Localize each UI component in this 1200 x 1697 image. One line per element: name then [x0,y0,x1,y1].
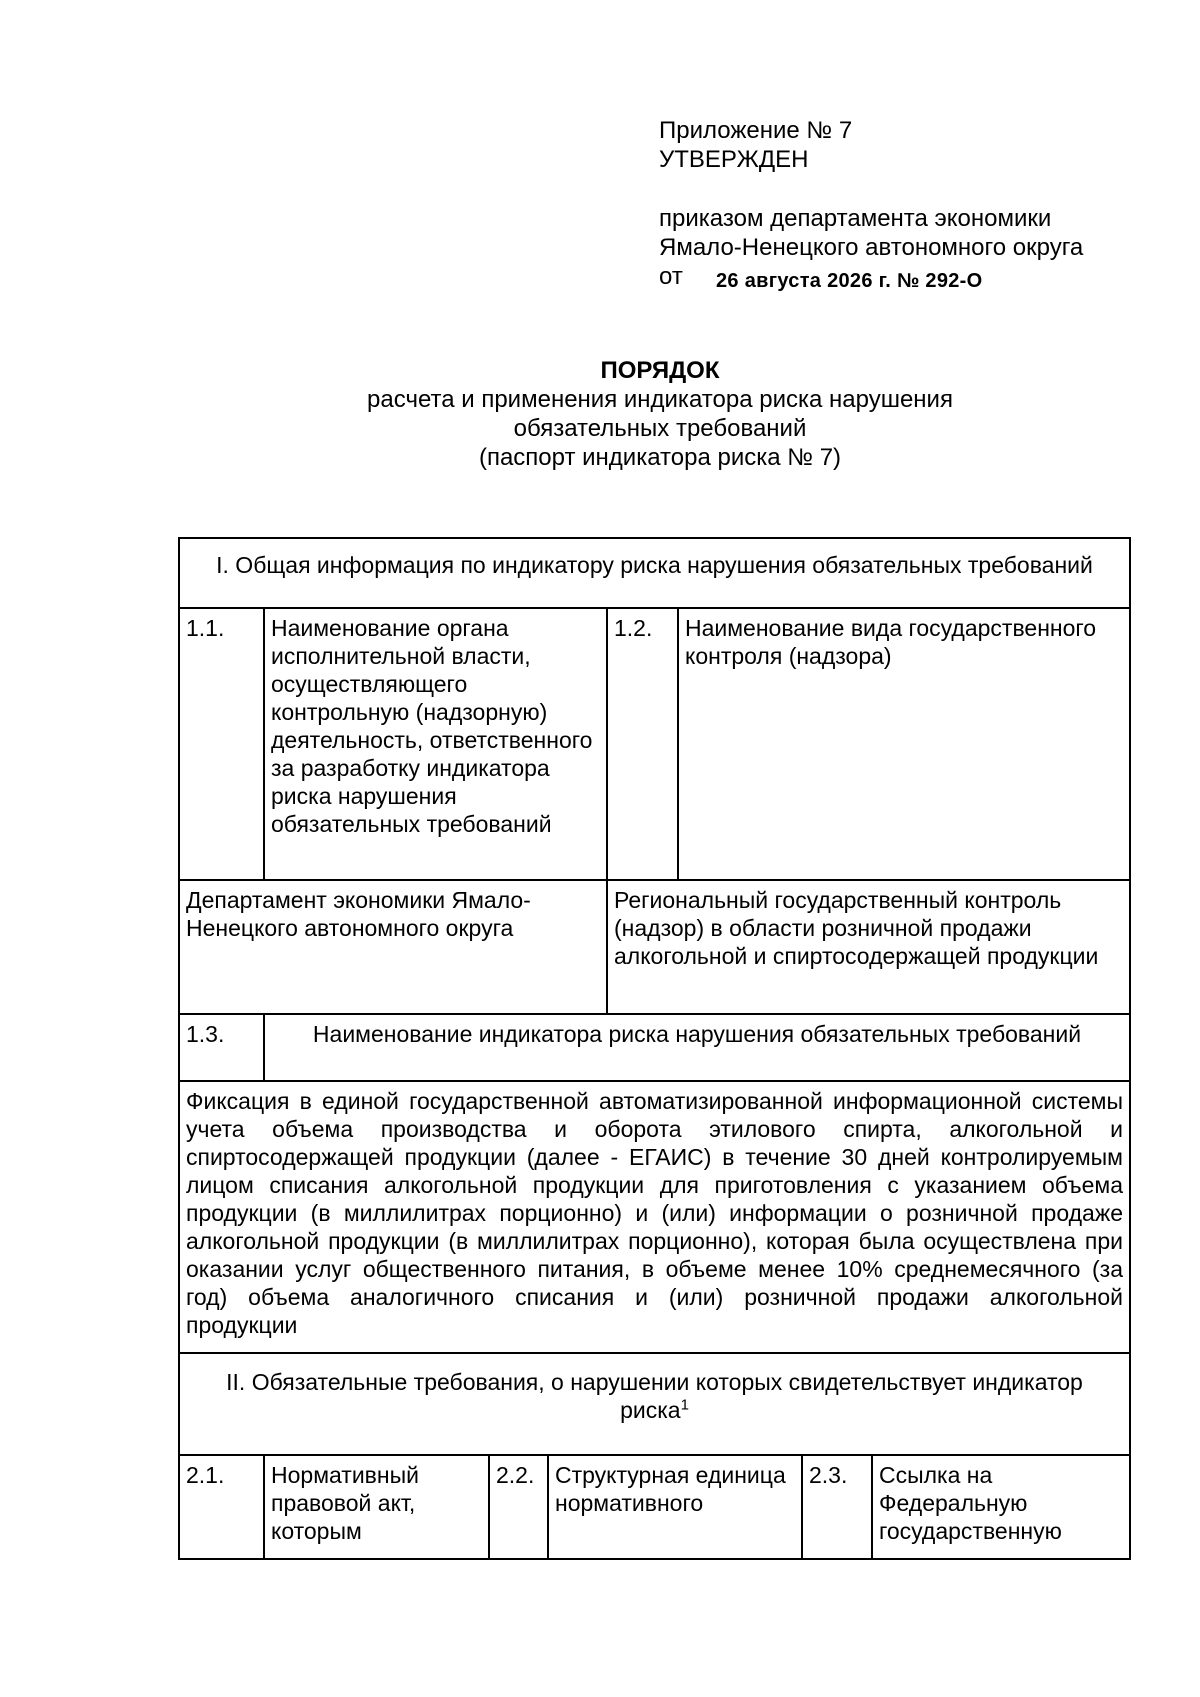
from-label: от [659,263,683,290]
cell-value-1-1: Департамент экономики Ямало-Ненецкого автономного округа [180,881,608,1013]
cell-value-1-2: Региональный государственный контроль (надзор) в области розничной продажи алкогольной и спиртосодержащей продукции [614,887,1099,969]
cell-number-2-2: 2.2. [490,1456,549,1558]
cell-number-1-2: 1.2. [608,609,679,879]
footnote-mark: 1 [680,1396,689,1414]
cell-heading-1-3: Наименование индикатора риска нарушения обязательных требований [312,1021,1082,1047]
cell-number-2-3: 2.3. [803,1456,873,1558]
approved-label: УТВЕРЖДЕН [659,146,809,173]
cell-heading-2-1: Нормативный правовой акт, которым [265,1456,490,1558]
title-main: ПОРЯДОК [600,357,720,384]
section-2-row [178,1354,1131,1456]
order-date-stamp: 26 августа 2026 г. № 292-О [716,270,983,292]
row-1-3-value [178,1082,1131,1354]
document-title [0,356,1200,472]
section-1-heading: I. Общая информация по индикатору риска нарушения обязательных требований [216,552,1093,578]
appendix-number: Приложение № 7 [659,117,853,144]
cell-number-1-3: 1.3. [180,1015,265,1080]
approval-block [659,116,1083,294]
cell-heading-1-1: Наименование органа исполнительной власти, осуществляющего контрольную (надзорную) деятельность, ответственного за разработку индикатора риска нарушения обязательных требований [265,609,608,879]
order-line: приказом департамента экономики [659,205,1052,232]
title-line-3: (паспорт индикатора риска № 7) [478,444,842,471]
cell-value-1-3: Фиксация в единой государственной автоматизированной информационной системы учета объема производства и оборота этилового спирта, алкогольной и спиртосодержащей продукции (далее - ЕГАИС) в течение 30 дней контролируемым лицом списания алкогольной продукции для приготовления с указанием объема продукции (в миллилитрах порционно) и (или) информации о розничной продаже алкогольной продукции (в миллилитрах порционно), которая была осуществлена при оказании услуг общественного питания, в объеме менее 10% среднемесячного (за год) объема аналогичного списания и (или) розничной продажи алкогольной продукции [186,1088,1123,1338]
cell-heading-2-2: Структурная единица нормативного [549,1456,803,1558]
row-2-header [178,1456,1131,1560]
row-1-1-values [178,881,1131,1015]
cell-number-2-1: 2.1. [180,1456,265,1558]
row-1-1-header [178,609,1131,881]
row-1-3-header [178,1015,1131,1082]
title-line-1: расчета и применения индикатора риска нарушения [367,386,953,413]
passport-table [178,537,1131,1560]
section-2-text: II. Обязательные требования, о нарушении которых свидетельствует индикатор риска [226,1369,1083,1423]
section-1-row [178,537,1131,609]
section-2-heading [180,1354,1129,1454]
cell-heading-2-3: Ссылка на Федеральную государственную [879,1462,1062,1544]
cell-heading-1-2: Наименование вида государственного контроля (надзора) [685,615,1097,669]
title-line-2: обязательных требований [513,415,807,442]
department-line: Ямало-Ненецкого автономного округа [659,234,1084,261]
cell-number-1-1: 1.1. [180,609,265,879]
